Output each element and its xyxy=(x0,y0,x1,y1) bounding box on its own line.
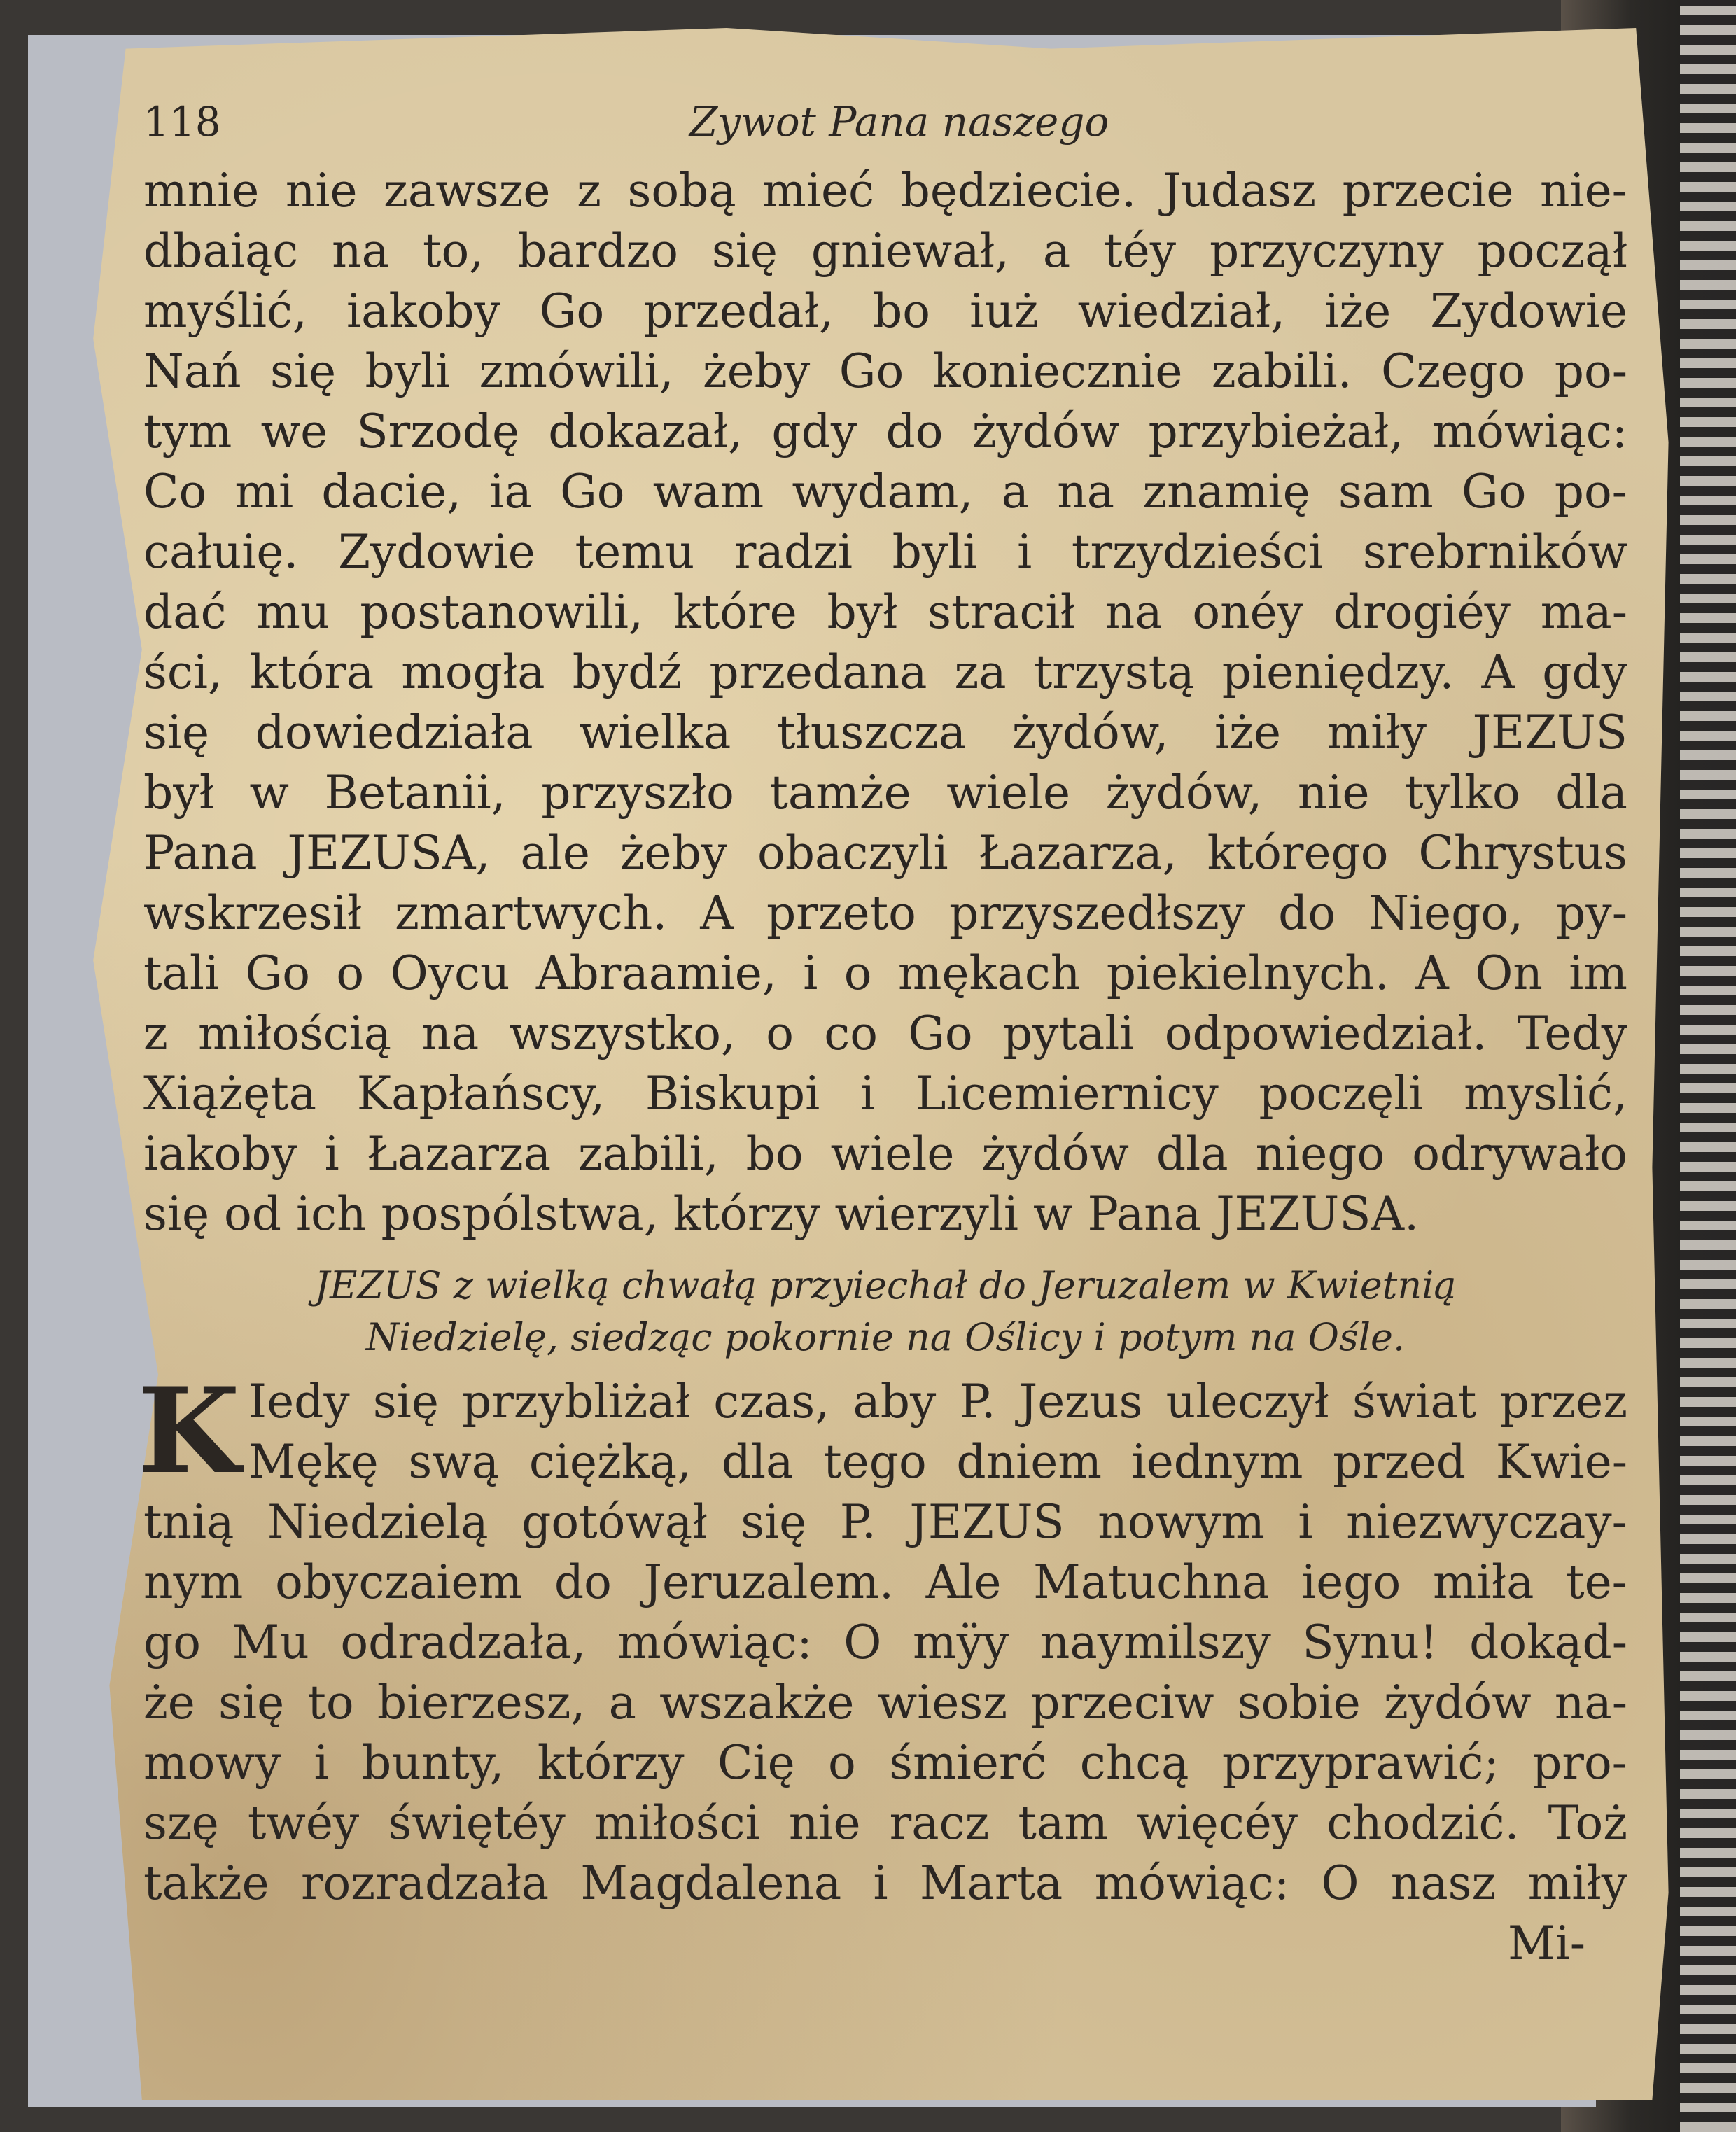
text-line: z miłością na wszystko, o co Go pytali odpowiedział. Tedy xyxy=(144,1007,1628,1060)
paragraph-2 xyxy=(138,1361,1628,1914)
text-line: Co mi dacie, ia Go wam wydam, a na znamię sam Go po- xyxy=(144,465,1628,519)
text-line: myślić, iakoby Go przedał, bo iuż wiedział, iże Zydowie xyxy=(144,284,1628,338)
text-line: mnie nie zawsze z sobą mieć będziecie. Judasz przecie nie- xyxy=(144,164,1628,218)
text-line: tali Go o Oycu Abraamie, i o mękach piekielnych. A On im xyxy=(144,946,1628,1000)
text-line: Pana JEZUSA, ale żeby obaczyli Łazarza, którego Chrystus xyxy=(144,826,1628,880)
heading-line: JEZUS z wielką chwałą przyiechał do Jeruzalem w Kwietnią xyxy=(314,1263,1457,1307)
text-line: wskrzesił zmartwych. A przeto przyszedłszy do Niego, py- xyxy=(144,886,1628,940)
text-line: iakoby i Łazarza zabili, bo wiele żydów dla niego odrywało xyxy=(144,1127,1628,1181)
page-number: 118 xyxy=(144,98,221,146)
text-line: Mękę swą ciężką, dla tego dniem iednym przed Kwie- xyxy=(248,1435,1628,1489)
text-line: szę twéy świętéy miłości nie racz tam więcéy chodzić. Toż xyxy=(144,1796,1628,1850)
text-line: dać mu postanowili, które był stracił na onéy drogiéy ma- xyxy=(144,585,1628,639)
page-header xyxy=(144,98,1628,161)
page-text xyxy=(138,98,1628,1974)
section-heading xyxy=(144,1260,1628,1363)
text-line: Iedy się przybliżał czas, aby P. Jezus uleczył świat przez xyxy=(248,1375,1628,1429)
text-line: się od ich pospólstwa, którzy wierzyli w Pana JEZUSA. xyxy=(144,1187,1420,1241)
text-line: był w Betanii, przyszło tamże wiele żydów, nie tylko dla xyxy=(144,766,1628,820)
heading-line: Niedzielę, siedząc pokornie na Oślicy i potym na Ośle. xyxy=(365,1315,1406,1359)
text-line: nym obyczaiem do Jeruzalem. Ale Matuchna iego miła te- xyxy=(144,1555,1628,1609)
text-line: że się to bierzesz, a wszakże wiesz przeciw sobie żydów na- xyxy=(144,1676,1628,1730)
text-line: całuię. Zydowie temu radzi byli i trzydzieści srebrników xyxy=(144,525,1628,579)
text-line: tym we Srzodę dokazał, gdy do żydów przybieżał, mówiąc: xyxy=(144,405,1628,458)
page-edge-strip xyxy=(1680,0,1736,2132)
running-head: Zywot Pana naszego xyxy=(690,98,1110,146)
text-line: tnią Niedzielą gotówął się P. JEZUS nowym i niezwyczay- xyxy=(144,1495,1628,1549)
text-line: Nań się byli zmówili, żeby Go koniecznie zabili. Czego po- xyxy=(144,344,1628,398)
catchword: Mi- xyxy=(1508,1916,1586,1970)
text-line: go Mu odradzała, mówiąc: O mÿy naymilszy Synu! dokąd- xyxy=(144,1615,1628,1669)
text-line: mowy i bunty, którzy Cię o śmierć chcą przyprawić; pro- xyxy=(144,1736,1628,1790)
text-line: Xiążęta Kapłańscy, Biskupi i Licemiernicy poczęli myslić, xyxy=(144,1067,1628,1121)
drop-cap: K xyxy=(138,1361,241,1500)
text-line: ści, która mogła bydź przedana za trzystą pieniędzy. A gdy xyxy=(144,645,1628,699)
text-line: się dowiedziała wielka tłuszcza żydów, iże miły JEZUS xyxy=(144,706,1628,759)
text-line: dbaiąc na to, bardzo się gniewał, a téy przyczyny począł xyxy=(144,224,1628,278)
paragraph-1 xyxy=(144,161,1628,1244)
text-line: także rozradzała Magdalena i Marta mówiąc: O nasz miły xyxy=(144,1856,1628,1910)
